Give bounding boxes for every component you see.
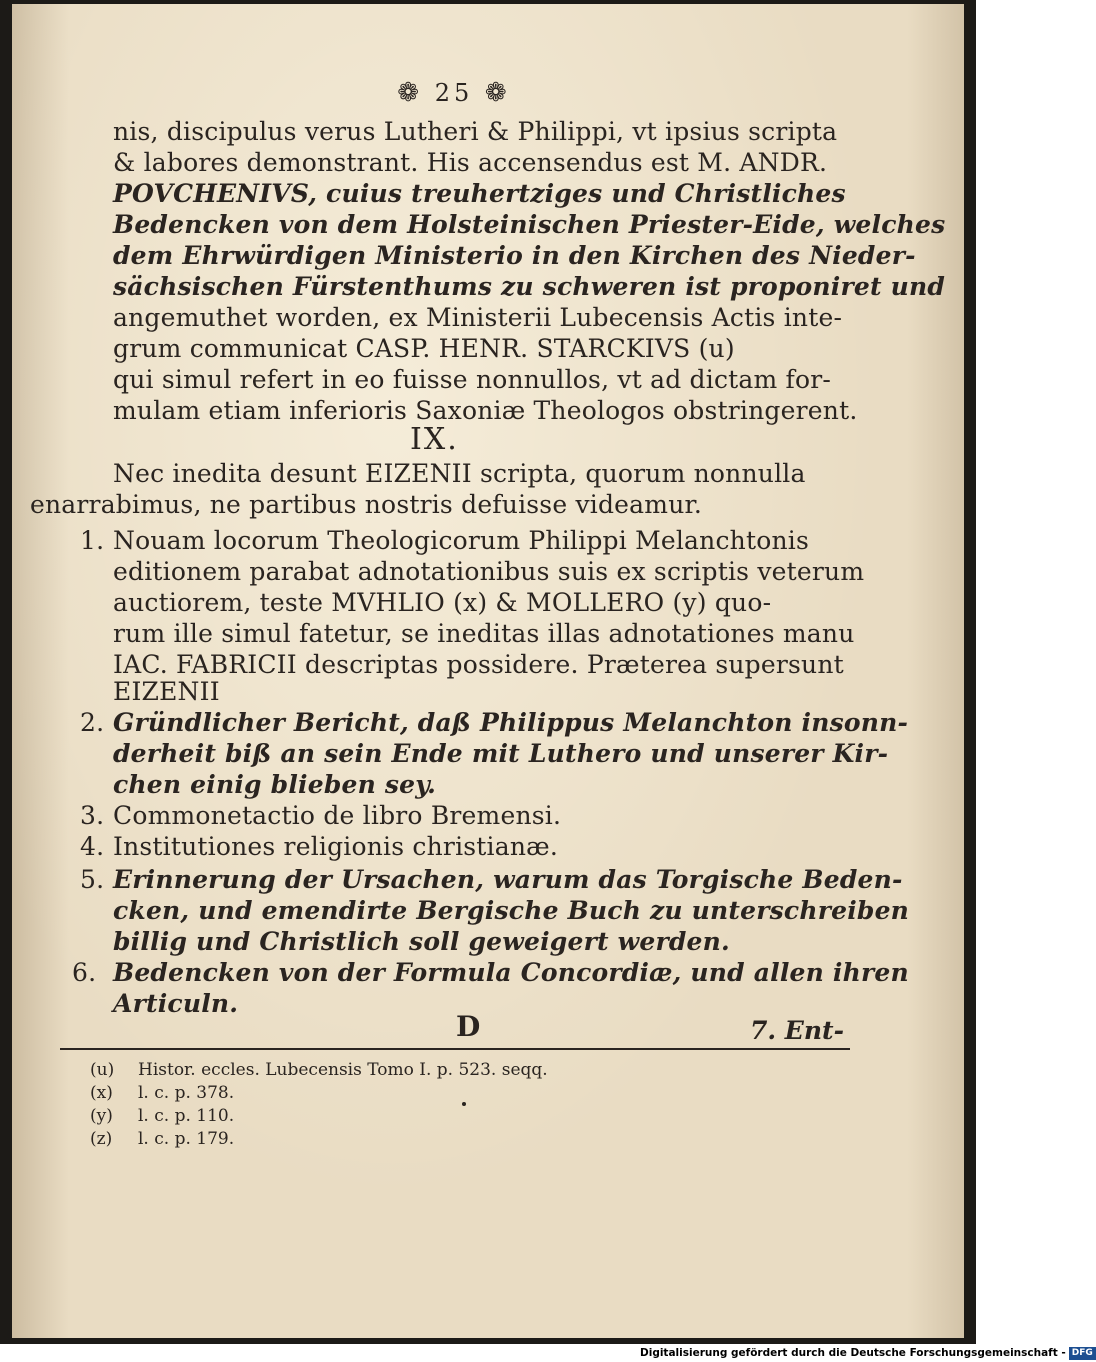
text-line: editionem parabat adnotationibus suis ex scriptis veterum <box>113 557 865 586</box>
ink-speck <box>462 1102 466 1106</box>
ornament-left-icon: ❁ <box>397 78 424 108</box>
footnote-text: l. c. p. 110. <box>138 1106 235 1126</box>
section-heading: IX. <box>410 422 459 457</box>
digitization-credit <box>640 1345 1093 1362</box>
text-line: Institutiones religionis christianæ. <box>113 832 558 861</box>
footnote-label: (x) <box>90 1083 113 1103</box>
text-line: derheit biß an sein Ende mit Luthero und unserer Kir- <box>113 739 889 768</box>
item-number: 3. <box>80 801 105 830</box>
footnote <box>90 1082 234 1104</box>
text-line: cken, und emendirte Bergische Buch zu unterschreiben <box>113 896 910 925</box>
footnote <box>90 1128 234 1150</box>
text-line: qui simul refert in eo fuisse nonnullos, vt ad dictam for- <box>113 365 832 394</box>
text-line: & labores demonstrant. His accensendus est M. ANDR. <box>113 148 828 177</box>
book-page <box>12 4 964 1338</box>
ornament-right-icon: ❁ <box>484 78 511 108</box>
item-number: 1. <box>80 526 105 555</box>
page-number: 25 <box>434 79 474 107</box>
text-line: Gründlicher Bericht, daß Philippus Melanchton insonn- <box>113 708 909 737</box>
footnote-label: (y) <box>90 1106 113 1126</box>
text-line: Erinnerung der Ursachen, warum das Torgische Beden- <box>113 865 903 894</box>
text-line: sächsischen Fürstenthums zu schweren ist proponiret und <box>113 272 946 301</box>
text-line: chen einig blieben sey. <box>113 770 437 799</box>
text-line: rum ille simul fatetur, se ineditas illas adnotationes manu <box>113 619 855 648</box>
footnote-text: l. c. p. 179. <box>138 1129 235 1149</box>
catchword: 7. Ent- <box>750 1016 844 1045</box>
footnote-label: (u) <box>90 1060 115 1080</box>
credit-text: Digitalisierung gefördert durch die Deutsche Forschungsgemeinschaft - <box>640 1347 1066 1359</box>
text-line: mulam etiam inferioris Saxoniæ Theologos obstringerent. <box>113 396 858 425</box>
text-line: Commonetactio de libro Bremensi. <box>113 801 562 830</box>
text-line: Articuln. <box>113 989 239 1018</box>
footnote <box>90 1059 548 1081</box>
text-line: nis, discipulus verus Lutheri & Philippi, vt ipsius scripta <box>113 117 838 146</box>
footnote-text: Histor. eccles. Lubecensis Tomo I. p. 523. seqq. <box>138 1060 548 1080</box>
text-line: Bedencken von dem Holsteinischen Priester-Eide, welches <box>113 210 946 239</box>
page-header <box>374 78 534 108</box>
footnote-text: l. c. p. 378. <box>138 1083 235 1103</box>
text-line: enarrabimus, ne partibus nostris defuisse videamur. <box>30 490 703 519</box>
footnote-rule <box>60 1048 850 1050</box>
item-number: 5. <box>80 865 105 894</box>
text-line: Nouam locorum Theologicorum Philippi Melanchtonis <box>113 526 809 555</box>
text-line: Nec inedita desunt EIZENII scripta, quorum nonnulla <box>113 459 806 488</box>
footnote-label: (z) <box>90 1129 113 1149</box>
text-line: IAC. FABRICII descriptas possidere. Præterea supersunt <box>113 650 844 679</box>
text-line: billig und Christlich soll geweigert werden. <box>113 927 730 956</box>
text-line: auctiorem, teste MVHLIO (x) & MOLLERO (y) quo- <box>113 588 772 617</box>
item-number: 4. <box>80 832 105 861</box>
item-number: 2. <box>80 708 105 737</box>
text-line: angemuthet worden, ex Ministerii Lubecensis Actis inte- <box>113 303 843 332</box>
dfg-logo: DFG <box>1069 1347 1096 1360</box>
text-line: POVCHENIVS, cuius treuhertziges und Christliches <box>113 179 846 208</box>
item-number: 6. <box>72 958 97 987</box>
footnote <box>90 1105 234 1127</box>
text-line: EIZENII <box>113 677 220 706</box>
text-line: Bedencken von der Formula Concordiæ, und allen ihren <box>113 958 909 987</box>
text-line: dem Ehrwürdigen Ministerio in den Kirchen des Nieder- <box>113 241 916 270</box>
signature-mark: D <box>456 1010 481 1043</box>
text-line: grum communicat CASP. HENR. STARCKIVS (u) <box>113 334 735 363</box>
